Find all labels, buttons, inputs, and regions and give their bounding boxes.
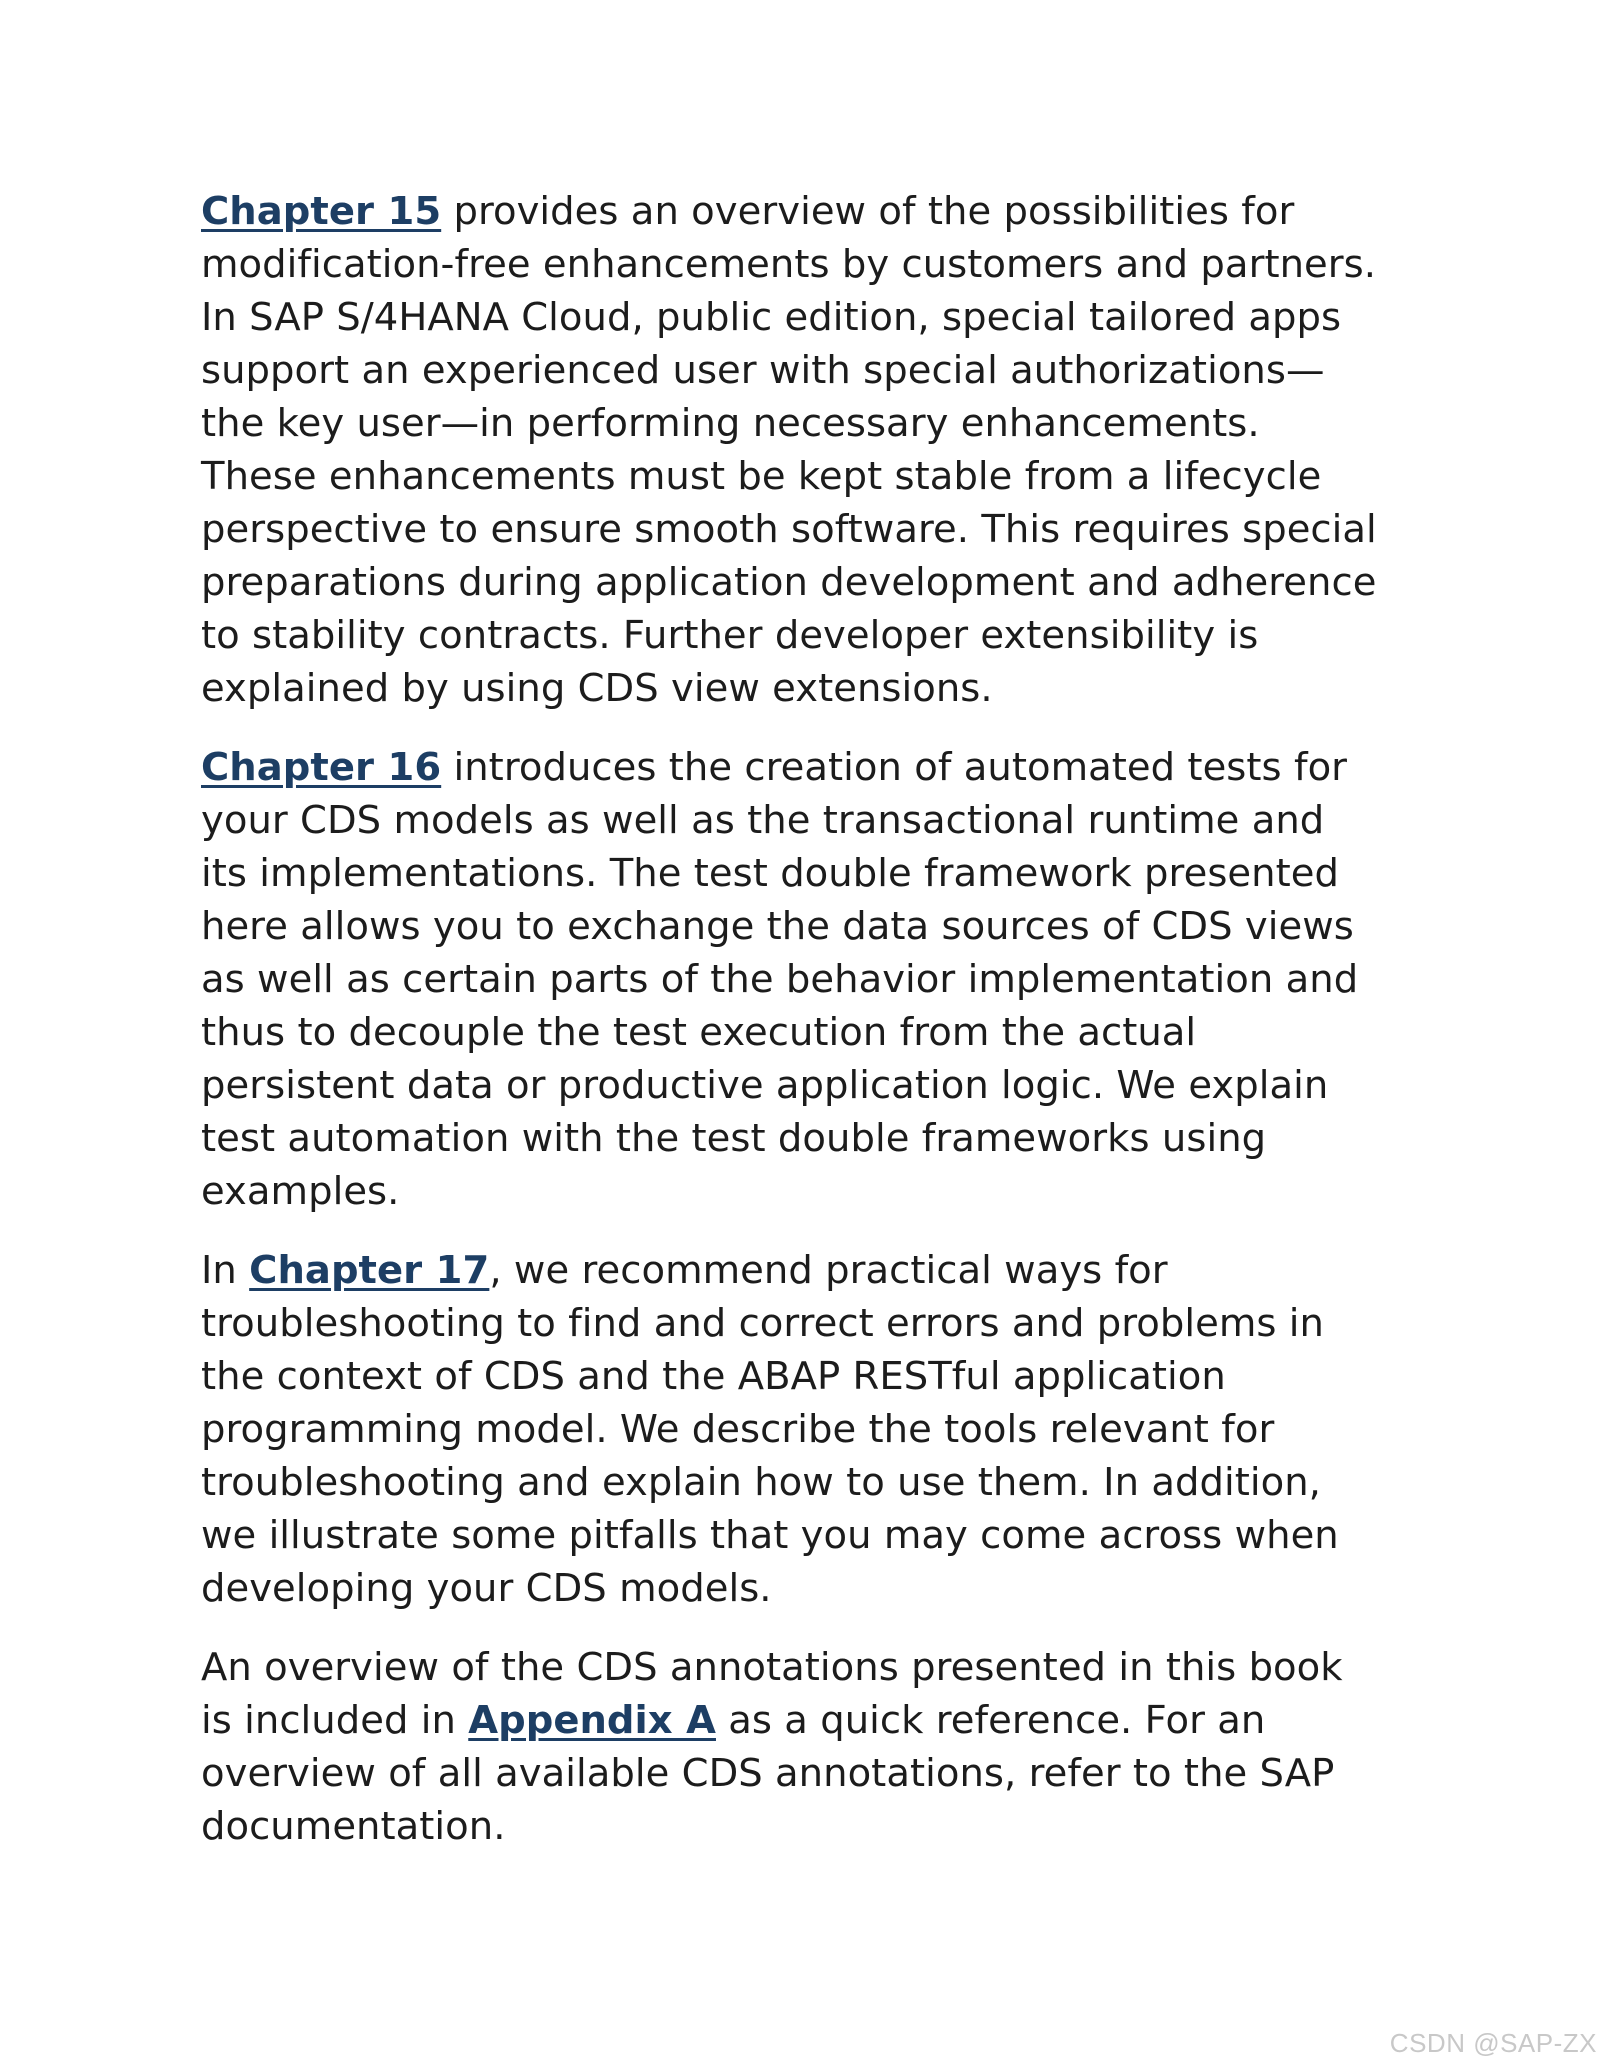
text-line: its implementations. The test double framework presented [201,851,1339,896]
text-line: programming model. We describe the tools relevant for [201,1407,1275,1452]
text-line: modification-free enhancements by customers and partners. [201,242,1377,287]
text-line: persistent data or productive application logic. We explain [201,1063,1329,1108]
chapter-15-link[interactable]: Chapter 15 [201,189,442,234]
paragraph-chapter-15 [201,185,1411,715]
paragraph-chapter-17 [201,1244,1411,1615]
paragraph-appendix-a [201,1641,1411,1853]
text-span: , we recommend practical ways for [489,1248,1168,1293]
text-line: overview of all available CDS annotations, refer to the SAP [201,1751,1335,1796]
text-line: the key user—in performing necessary enhancements. [201,401,1260,446]
chapter-17-link[interactable]: Chapter 17 [249,1248,490,1293]
text-line: test automation with the test double frameworks using [201,1116,1267,1161]
text-line: explained by using CDS view extensions. [201,666,993,711]
text-line [201,741,1411,794]
appendix-a-link[interactable]: Appendix A [468,1698,716,1743]
text-line: to stability contracts. Further developer extensibility is [201,613,1259,658]
text-line: troubleshooting and explain how to use them. In addition, [201,1460,1321,1505]
chapter-16-link[interactable]: Chapter 16 [201,745,442,790]
paragraph-chapter-16 [201,741,1411,1218]
text-line [201,1244,1411,1297]
text-line: perspective to ensure smooth software. This requires special [201,507,1377,552]
text-line: An overview of the CDS annotations presented in this book [201,1645,1343,1690]
text-span: In [201,1248,250,1293]
text-line: examples. [201,1169,400,1214]
text-line [201,1694,1411,1747]
text-span: introduces the creation of automated tests for [441,745,1348,790]
text-line: documentation. [201,1804,506,1849]
text-line: support an experienced user with special authorizations— [201,348,1325,393]
watermark: CSDN @SAP-ZX [1389,2028,1597,2058]
text-span: as a quick reference. For an [715,1698,1266,1743]
text-line: troubleshooting to find and correct errors and problems in [201,1301,1324,1346]
text-line: your CDS models as well as the transactional runtime and [201,798,1325,843]
text-line: These enhancements must be kept stable from a lifecycle [201,454,1322,499]
text-line: In SAP S/4HANA Cloud, public edition, special tailored apps [201,295,1342,340]
text-line: thus to decouple the test execution from the actual [201,1010,1197,1055]
text-span: is included in [201,1698,469,1743]
text-line: the context of CDS and the ABAP RESTful application [201,1354,1226,1399]
text-line: we illustrate some pitfalls that you may come across when [201,1513,1339,1558]
text-line: developing your CDS models. [201,1566,772,1611]
text-line: as well as certain parts of the behavior implementation and [201,957,1359,1002]
text-line: preparations during application development and adherence [201,560,1377,605]
text-line [201,185,1411,238]
document-page [201,185,1411,1879]
text-line: here allows you to exchange the data sources of CDS views [201,904,1354,949]
text-span: provides an overview of the possibilities for [441,189,1295,234]
